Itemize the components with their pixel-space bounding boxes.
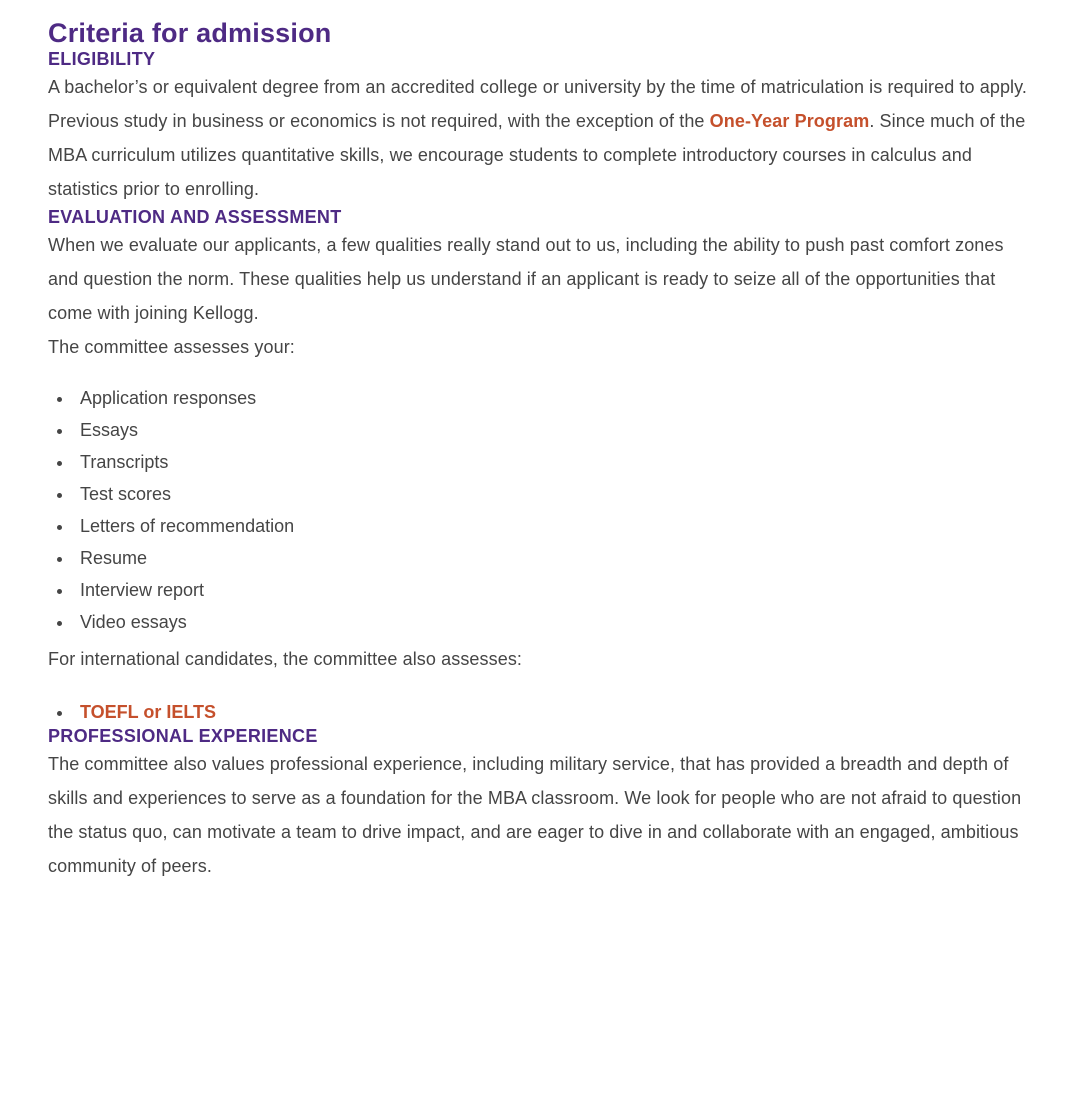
one-year-program-link[interactable]: One-Year Program (709, 111, 870, 131)
eligibility-text-after: . Since much of the MBA curriculum utilizes quantitative skills, we encourage students to complete introductory courses in calculus and statistics prior to enrolling. (48, 111, 1026, 199)
list-item: • Interview report (74, 578, 1036, 603)
eligibility-paragraph (48, 70, 1036, 206)
list-item: • Transcripts (74, 450, 1036, 475)
list-item: • Test scores (74, 482, 1036, 507)
toefl-ielts-link[interactable]: TOEFL or IELTS (80, 702, 217, 722)
list-item: • Essays (74, 418, 1036, 443)
international-items-list (48, 700, 1036, 725)
eligibility-heading: ELIGIBILITY (48, 49, 156, 69)
list-item: • Resume (74, 546, 1036, 571)
list-item: • Letters of recommendation (74, 514, 1036, 539)
evaluation-paragraph: When we evaluate our applicants, a few qualities really stand out to us, including the ability to push past comfort zones and question the norm. These qualities help us understand if an applicant is ready to seize all of the opportunities that come with joining Kellogg. (48, 235, 1004, 323)
list-item: • Application responses (74, 386, 1036, 411)
assessment-items-list (48, 386, 1036, 635)
eligibility-text-before: A bachelor’s or equivalent degree from an accredited college or university by the time of matriculation is required to apply. Previous study in business or economics is not required, with the exception of the (48, 77, 1028, 131)
evaluation-heading: EVALUATION AND ASSESSMENT (48, 207, 342, 227)
content-area (48, 16, 1036, 883)
professional-experience-heading: PROFESSIONAL EXPERIENCE (48, 726, 318, 746)
committee-assesses-intro: The committee assesses your: (48, 337, 295, 357)
list-item: • Video essays (74, 610, 1036, 635)
professional-experience-paragraph: The committee also values professional experience, including military service, that has provided a breadth and depth of skills and experiences to serve as a foundation for the MBA classroom. We look for people who are not afraid to question the status quo, can motivate a team to drive impact, and are eager to dive in and collaborate with an engaged, ambitious community of peers. (48, 754, 1022, 876)
page-title: Criteria for admission (48, 18, 332, 48)
list-item (74, 700, 1036, 725)
international-candidates-intro: For international candidates, the committee also assesses: (48, 649, 523, 669)
